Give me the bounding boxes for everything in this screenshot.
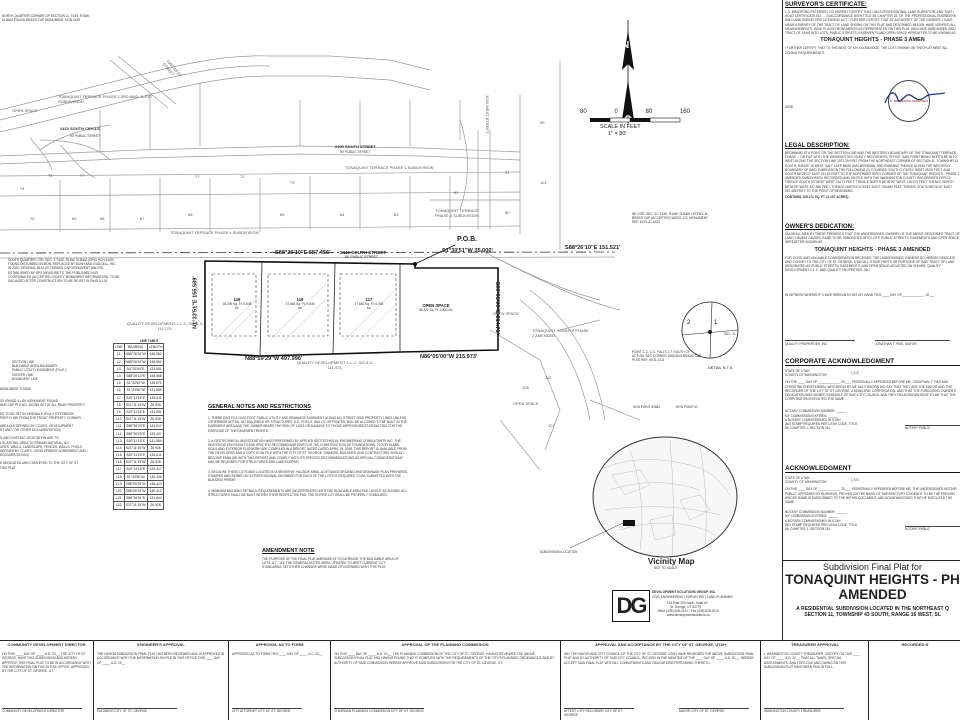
line-table-row bbox=[114, 387, 164, 394]
title-block: Subdivision Final Plat for TONAQUINT HEIGHTS - PH AMENDED A RESIDENTIAL SUBDIVISION LOCATED IN THE NORTHEAST Q SECTION 11, TOWNSHIP 43 SOUTH, RANGE 16 WEST, SL bbox=[785, 562, 960, 618]
line-table-grid bbox=[113, 343, 164, 509]
line-table-cell: L21 bbox=[114, 495, 125, 502]
line-table-cell: 26.926 bbox=[147, 502, 164, 509]
line-table-cell: L2 bbox=[114, 358, 125, 365]
line-table-cell: S20°11'15"E bbox=[124, 408, 147, 415]
line-table-cell: 146.562 bbox=[147, 358, 164, 365]
line-table-cell: S86°26'51"E bbox=[124, 495, 147, 502]
line-table-cell: 131.689 bbox=[147, 387, 164, 394]
scale-ratio: 1" = 80' bbox=[608, 131, 627, 137]
line-table-cell: S00°14'16"E bbox=[124, 466, 147, 473]
line-table-cell: S1°33'50"W bbox=[124, 380, 147, 387]
street-2400-label: 2400 SOUTH STREET bbox=[335, 144, 376, 149]
line-table-row bbox=[114, 372, 164, 379]
line-table-row bbox=[114, 430, 164, 437]
line-table-cell: N88°26'10"W bbox=[125, 359, 146, 364]
line-table-cell: 130.438 bbox=[147, 473, 164, 480]
line-table-cell: S21°11'15"W bbox=[125, 445, 146, 450]
surveyor-signature bbox=[880, 85, 950, 110]
bg-lot: 63 bbox=[394, 212, 399, 217]
line-table-cell: S21°11'15"W bbox=[125, 460, 146, 465]
line-table-cell: S88°59'29"W bbox=[125, 481, 146, 486]
line-table-cell: L13 bbox=[114, 437, 125, 444]
line-table-cell: 135.671 bbox=[147, 380, 164, 387]
line-table-cell: S20°11'15"E bbox=[124, 452, 147, 459]
line-table-row bbox=[114, 487, 164, 494]
line-table-cell: 26.926 bbox=[147, 416, 164, 423]
circle-2410-sub: 90' PUBLIC STREET bbox=[70, 134, 101, 138]
line-table-cell: L20 bbox=[114, 487, 125, 494]
line-table: LINE TABLE LINE BEARING LENGTH L1 N88°26'10"W 146.562 L2 N88°26'10"W 146.562 L3 N1°33'50"E 133.651 L4 S88°26'10"E 146.568 L5 S1°33'50"W 135.671 L6 S1°33'50"W 131.689 L7 S20°11'15"E 133.611 L8 S21°11'15"W 26.926 L9 S20°11'15"E 141.551 L10 S21°11'15"W 26.926 L11 S88°59'29"E 141.617 L12 S88°59'29"E 133.437 L13 S20°11'15"E 141.564 L14 S21°11'15"W 26.926 L15 S20°11'15"E 133.611 L16 S21°11'15"W 26.926 L17 S00°14'16"E 129.417 L18 S1°33'50"W 130.438 L19 S88°59'29"W 145.412 L20 S88°59'29"W 145.412 L21 S86°26'51"E 131.844 L22 S21°11'15"W 26.926 bbox=[113, 339, 185, 510]
company-block: DG DEVELOPMENT SOLUTIONS GROUP, INC. CIVIL ENGINEERING | SURVEYING | LAND PLANNING 113 East 200 North, Suite #2 St. George, UT 84770 Office (435) 628-2121 - Fax (435) 628-2014 www.developmentsolutions.co bbox=[612, 588, 767, 624]
line-table-header: LINE BEARING LENGTH bbox=[115, 345, 163, 350]
line-table-row bbox=[114, 502, 164, 509]
pob-label: P.O.B. bbox=[457, 236, 478, 243]
bg-lot: 65 bbox=[280, 212, 285, 217]
bearing-pob: S1°30'51"W 35.000' bbox=[442, 248, 493, 254]
approval-planning-commission: APPROVAL OF THE PLANNING COMMISSION ON THIS ____ DAY OF ____, A.D. 20__, THE PLANNING COMMISSION OF THE CITY OF ST. GEORGE, HAVING REVIEWED THE ABOVE SUBDIVISION FINAL PLAT AND HAVING FOUND THAT IT COMPLIES WITH THE REQUIREMENTS OF THE CITY'S PLANNING ORDINANCES, AND BY AUTHORITY OF SAID COMMISSION HEREBY APPROVE SAID SUBDIVISION FOR THE CITY OF ST. GEORGE, UT. CHAIRMAN PLANNING COMMISSION CITY OF ST. GEORGE bbox=[334, 642, 555, 713]
approval-divider bbox=[93, 640, 94, 720]
approval-recorded: RECORDED N bbox=[901, 642, 929, 647]
line-table-cell: L15 bbox=[114, 452, 125, 459]
line-table-cell: L5 bbox=[114, 380, 125, 387]
scale-text: SCALE IN FEET bbox=[600, 124, 641, 130]
line-table-cell: L22 bbox=[114, 502, 125, 509]
bg-lot: 59 bbox=[540, 120, 545, 125]
bg-lot: 67 bbox=[140, 216, 145, 221]
legal-description: LEGAL DESCRIPTION: BEGINNING AT A POINT ON THE SECTION LINE AND THE WESTERLY BOUNDARY OF THE TONAQUINT TERRACE - PHASE ... ON FILE WITH THE WASHINGTON COUNTY RECORDER'S OFFICE, SAID POINT BEING NORTH 88°26'10" WEST ALONG THE SECTION LINE 1572.29 FEET FROM THE NORTHEAST CORNER OF SECTION 11, TOWNSHIP 43 SOUTH, RANGE 16 WEST, SALT LAKE BASE AND MERIDIAN, AND RUNNING THENCE ALONG THE WESTERLY BOUNDARY OF SAID SUBDIVISION THE FOLLOWING (2) COURSES: SOUTH 01°30'51" WEST 35.00 FEET, AND SOUTH 88°26'10" EAST 151.52 FEET TO THE NORTHWESTERLY CORNER OF THE TONAQUINT HEIGHTS - PHASE 2 AMENDED SUBDIVISION, RECORDED AND ON FILE WITH THE WASHINGTON COUNTY RECORDER'S OFFICE; THENCE SOUTH 00°05'00" WEST 214.71 FEET; THENCE NORTH 86°05'00" WEST 215.973 FEET; THENCE NORTH 88°59'29" WEST 497.996 FEET; THENCE NORTH 01°33'51" EAST 155.589 FEET; THENCE SOUTH 88°26'10" EAST 557.456 FEET TO THE POINT OF BEGINNING. CONTAINS 139,171 SQ. FT. (3.197 ACRES) bbox=[785, 143, 960, 200]
bg-lot: 61 bbox=[505, 170, 510, 175]
line-table-cell: N88°26'10"W bbox=[125, 352, 146, 357]
north-letter: N bbox=[622, 40, 630, 51]
line-table-cell: L17 bbox=[114, 466, 125, 473]
company-logo: DG bbox=[612, 590, 650, 622]
bg-lot: 108 bbox=[522, 385, 529, 390]
lot-117: 117 17,662 Sq. Ft. 0.405 Ac. bbox=[354, 297, 384, 311]
bg-lot: 60 bbox=[505, 210, 510, 215]
line-table-cell: L1 bbox=[114, 351, 125, 358]
lot-118: 118 37,646 Sq. Ft. 0.639 Ac. bbox=[285, 297, 315, 311]
approval-engineer: ENGINEER'S APPROVAL THE HERON SUBDIVISION FINAL PLAT HAS BEEN REVIEWED AND IS APPROVED IN ACCORDANCE WITH THE INFORMATION ON FILE IN THIS OFFICE THIS ____ DAY OF ____, A.D. 20__ ENGINEER CITY OF ST. GEORGE bbox=[97, 642, 225, 713]
quality-dev-label-2: QUALITY DEVELOPMENT, L.L.C. SG-6-3-111-STL bbox=[296, 360, 374, 370]
street-2440-label: 2440 SOUTH STREET bbox=[340, 250, 387, 255]
bg-lot: 73 bbox=[290, 180, 295, 185]
line-table-cell: L19 bbox=[114, 480, 125, 487]
bearing-top: S88°26'10"E 557.456' bbox=[275, 250, 331, 256]
line-table-row bbox=[114, 358, 164, 365]
line-table-cell: L14 bbox=[114, 444, 125, 451]
bg-lot: 75 bbox=[48, 173, 53, 178]
line-table-cell: S88°59'29"E bbox=[124, 430, 147, 437]
line-table-cell: L11 bbox=[114, 423, 125, 430]
line-table-cell: 141.564 bbox=[147, 437, 164, 444]
line-table-cell: S21°11'15"W bbox=[125, 503, 146, 508]
line-table-cell: L16 bbox=[114, 459, 125, 466]
line-table-row bbox=[114, 394, 164, 401]
phase1-label: TONAQUINT TERRACE PHASE 1 SUBDIVISION bbox=[345, 165, 434, 170]
line-table-row bbox=[114, 437, 164, 444]
approval-treasurer: TREASURER APPROVAL I, WASHINGTON COUNTY TREASURER, CERTIFY ON THIS ____ DAY OF ____, A.D. 20__, THAT ALL TAXES, SPECIAL ASSESSMENTS, AND FEES DUE AND OWING ON THIS SUBDIVISION PLAT HAVE BEEN PAID IN FULL. WASHINGTON COUNTY TREASURER bbox=[764, 642, 861, 713]
line-table-cell: S88°26'10"E bbox=[124, 372, 147, 379]
subdivision-location-label: SUBDIVISION LOCATION bbox=[540, 550, 578, 554]
bg-lot: 112 bbox=[545, 375, 552, 380]
street-2400-sub: 90' PUBLIC STREET bbox=[340, 150, 371, 154]
bg-lot: 74 bbox=[20, 186, 25, 191]
line-table-row bbox=[114, 495, 164, 502]
scale-numbers: 80 0 80 160 bbox=[580, 109, 690, 115]
bg-lot: 69 bbox=[72, 216, 77, 221]
line-table-cell: 133.611 bbox=[147, 394, 164, 401]
line-table-cell: 133.437 bbox=[147, 430, 164, 437]
surveyor-certificate: SURVEYOR'S CERTIFICATE: I, D. BRADFORD PETERSEN, DO HEREBY CERTIFY THAT I AM A PROFESSIONAL LAND SURVEYOR, AND THAT I HOLD CERTIFICATE NO. ... IN ACCORDANCE WITH TITLE 58, CHAPTER 22, OF THE PROFESSIONAL ENGINEERS AND LAND SURVEYORS LICENSING ACT. I FURTHER CERTIFY THAT BY AUTHORITY OF THE OWNERS, I HAVE MADE A SURVEY OF THE TRACT OF LAND SHOWN ON THIS PLAT AND DESCRIBED BELOW, HAVE VERIFIED ALL MEASUREMENTS, HAVE PLACED MONUMENTS AS REPRESENTED ON THIS PLAT, AND HAVE SUBDIVIDED SAID TRACT OF LAND INTO LOTS, PUBLIC STREETS, EASEMENTS AND OPEN SPACE HEREAFTER TO BE KNOWN AS TONAQUINT HEIGHTS - PHASE 3 AMEN I FURTHER CERTIFY THAT TO THE BEST OF MY KNOWLEDGE, THE LOTS SHOWN ON THIS PLAT MEET ALL ZONING REQUIREMENTS. bbox=[785, 2, 956, 55]
north-quarter-corner-note: NORTH QUARTER CORNER OF SECTION 11, T43S, R16W, SLB&M FOUND BRASS CAP MONUMENT, HCN #155 bbox=[2, 14, 90, 23]
bg-lot: 72 bbox=[240, 174, 245, 179]
approval-divider bbox=[330, 640, 331, 720]
line-table-cell: L10 bbox=[114, 416, 125, 423]
line-table-cell: S20°11'15"E bbox=[124, 437, 147, 444]
line-table-cell: 26.926 bbox=[147, 444, 164, 451]
line-table-cell: 146.562 bbox=[147, 351, 164, 358]
owners-dedication: OWNER'S DEDICATION: KNOW ALL MEN BY THESE PRESENTS THAT THE UNDERSIGNED OWNERS OF THE ABOVE DESCRIBED TRACT OF LAND, HAVING CAUSED SAME TO BE SUBDIVIDED INTO LOTS, PUBLIC STREETS, EASEMENTS AND OPEN SPACE HEREAFTER KNOWN AS TONAQUINT HEIGHTS - PHASE 3 AMENDED FOR GOOD AND VALUABLE CONSIDERATION RECEIVED, THE UNDERSIGNED OWNERS DO HEREBY DEDICATE AND CONVEY TO THE CITY OF ST. GEORGE, UTAH ALL THOSE PARTS OR PORTIONS OF SAID TRACT OF LAND DESIGNATED AS PUBLIC STREETS, EASEMENTS, AND OPEN SPACE AS NOTED ON SHOWN. QUALITY DEVELOPMENT, L.L.C. AND QUALITY PROPERTIES, INC. IN WITNESS WHEREOF I HAVE HEREUNTO SET MY HAND THIS ____ DAY OF ____________, 20___. bbox=[785, 224, 960, 297]
line-table-cell: 131.844 bbox=[147, 495, 164, 502]
surveyor-date: DATE: bbox=[785, 105, 795, 109]
right-column-border bbox=[782, 0, 783, 640]
line-table-row bbox=[114, 401, 164, 408]
line-table-cell: 133.651 bbox=[147, 365, 164, 372]
general-notes: GENERAL NOTES AND RESTRICTIONS 1. THERE EXISTS A 10.00 FOOT PUBLIC UTILITY AND DRAINAGE EASEMENT ALONG ALL STREET SIDE PROPERTY LINES UNLESS OTHERWISE NOTED. NO BUILDINGS OR STRUCTURES, E.G. POOLS, WALLS, OR FENCES, WILL BE ALLOWED TO BE BUILT IN THE EASEMENT AREA AND THE OWNER BEARS THE RISK OF LOSS OR DAMAGE TO THOSE IMPROVEMENTS RESULTING FOR THE EXERCISE OF THE EASEMENT RIGHTS. 2. A GEOTECHNICAL INVESTIGATION WAS PERFORMED BY APPLIED GEOTECHNICAL ENGINEERING CONSULTANTS INC. THE INVESTIGATION RESULTS AND SPECIFIC RECOMMENDATIONS FOR THE CONSTRUCTION OF FOUNDATIONS, FLOOR SLABS, SOILS AND EXTERIOR FLATWORK ARE COMPILED IN A REPORT DATED DATED APRIL 19, 2018. THIS REPORT IS AVAILABLE FROM THE DEVELOPER AND A COPY IS ON FILE WITH THE CITY OF ST. GEORGE. OWNERS, BUILDERS, AND CONTRACTORS SHOULD BECOME FAMILIAR WITH THIS REPORT AND COMPLY WITH ITS SPECIFIC RECOMMENDATIONS AS SPECIAL CONSIDERATIONS MAY BE REQUIRED FOR STRUCTURES AND LANDSCAPING. 3. BECAUSE THESE LOTS ARE LOCATED IN A SENSITIVE HILLSIDE AREA, A DETAILED GRADING AND DRAINAGE PLAN PREPARED, STAMPED AND SIGNED BY A PROFESSIONAL ENGINEER FOR EACH OF THE LOTS IS REQUIRED TO BE SUBMITTED WITH THE BUILDING PERMIT. 4. MINIMUM BUILDING SETBACK REQUIREMENTS ARE INCORPORATED INTO THE BUILDABLE AREA PAD LAYOUT AS SHOWN. ALL STRUCTURES SHALL BE BUILT WITHIN THEIR RESPECTIVE PAD. THE ENTIRE LOT SHALL BE PROPERLY STABILIZED. bbox=[208, 404, 408, 497]
open-space-label-2: OPEN SPACE bbox=[493, 311, 519, 316]
street-2440-sub: 60' PUBLIC STREET bbox=[345, 255, 378, 259]
line-table-row bbox=[114, 351, 164, 358]
detail-sec: SEC. 11 bbox=[724, 332, 736, 336]
open-space-label-1: OPEN SPACE bbox=[12, 108, 38, 113]
bearing-left: N1°33'51"E 155.589' bbox=[192, 276, 199, 329]
approval-divider bbox=[228, 640, 229, 720]
open-space-lot: OPEN SPACE 36,222 Sq. Ft. 0.831 Ac. bbox=[418, 303, 454, 313]
line-table-cell: L18 bbox=[114, 473, 125, 480]
line-table-cell: 141.617 bbox=[147, 423, 164, 430]
phase2-label: TONAQUINT TERRACE PHASE 2 3RD AMD. & EXT SUBDIVISION bbox=[58, 94, 153, 104]
line-table-row bbox=[114, 473, 164, 480]
vicinity-title: Vicinity Map bbox=[648, 557, 695, 566]
bg-lot: 66 bbox=[188, 212, 193, 217]
hcn-point-1: HCN POINT #1 bbox=[676, 405, 698, 409]
line-table-cell: S1°33'50"W bbox=[124, 473, 147, 480]
phase4-label: TONAQUINT TERRACE PHASE 4 SUBDIVISION bbox=[170, 230, 259, 235]
line-table-cell: L12 bbox=[114, 430, 125, 437]
detail-num-2: 2 bbox=[687, 320, 691, 326]
line-table-row bbox=[114, 365, 164, 372]
amendment-note: AMENDMENT NOTE THE PURPOSE OF THE FINAL PLAT AMENDED IS TO INCREASE THE BUILDABLE AREA OF LOTS 117 - 119. THE GENERAL NOTES WERE UPDATED TO MEET CURRENT CITY STANDARDS. NO OTHER CHANGES WERE MADE OF INTENDED WITH THIS PLAT. bbox=[262, 548, 399, 570]
line-table-row bbox=[114, 423, 164, 430]
quality-dev-label-1: QUALITY DEVELOPMENT, L.L.C. SG-6-3-111-STL bbox=[126, 321, 204, 331]
vicinity-sub: NOT TO SCALE bbox=[654, 566, 678, 570]
line-table-cell: S20°11'15"E bbox=[124, 394, 147, 401]
point-c-note: POINT C.C. C.C. FALLS 2.7' SOUTH OF ACTUAL SEC CORNER 1965 BLM BRASS CAP PLSS REF: #V21-41-8 bbox=[632, 350, 702, 363]
circle-2410-label: 2410 SOUTH CIRCLE bbox=[60, 126, 101, 131]
street-1040-label: 1040 WEST STREET bbox=[161, 58, 184, 78]
hcn-point-1881: HCN POINT #1881 bbox=[633, 405, 661, 409]
line-table-row bbox=[114, 408, 164, 415]
line-table-cell: L9 bbox=[114, 408, 125, 415]
bearing-bottom: N88°59'29"W 497.996' bbox=[245, 356, 303, 362]
ne-corner-note: NE COR. SEC. 11, T43S, R16W, SLB&M 1973 B.L.M. BRASS CAP (ACCEPTED) WASH. CO. MONUMENT REF. #V21-41-1622 bbox=[632, 212, 709, 225]
line-table-cell: 145.412 bbox=[147, 480, 164, 487]
approval-divider bbox=[760, 640, 761, 720]
line-table-cell: S88°59'29"W bbox=[125, 489, 146, 494]
line-table-cell: 146.568 bbox=[147, 372, 164, 379]
detail-label: DETAIL N.T.S. bbox=[708, 365, 734, 370]
bg-lot: 62 bbox=[454, 190, 459, 195]
bg-lot: 70 bbox=[30, 216, 35, 221]
line-table-cell: L8 bbox=[114, 401, 125, 408]
bearing-right: S00°05'00"E 214.71' bbox=[493, 281, 500, 334]
line-table-row bbox=[114, 480, 164, 487]
bg-lot: 71 bbox=[195, 174, 200, 179]
bg-lot: 107 bbox=[548, 423, 555, 428]
line-table-cell: 129.417 bbox=[147, 466, 164, 473]
line-table-cell: 26.926 bbox=[147, 401, 164, 408]
owner-sig-line-1 bbox=[785, 340, 855, 341]
surveyor-seal: D. BRADFORD PETERSEN bbox=[888, 80, 930, 122]
approval-divider bbox=[560, 640, 561, 720]
south-quarter-corner-note: SOUTH QUARTER COR. SEC. 2 T43S, R16W, SLB&M (ORIG HCN #190) FOUND DISTURBED IN MON. REPLACED BY BUSH AND GUDGELL, INC. IN 2020. ORIGINAL BLM 1972 BRASS CAP MONUMENT AND RE-ESTABLISHED BY GPS MEASURE TO THE PUBLISHED NGS COORDINATES (ACCEPTED COUNTY MONUMENT INFORMATION). TO BE SALVAGED AFTER CONSTRUCTION TO BE RE-SET IN RING & LID bbox=[8, 258, 120, 284]
line-table-cell: 141.551 bbox=[147, 408, 164, 415]
bg-lot: 68 bbox=[100, 216, 105, 221]
approval-community-dev: COMMUNITY DEVELOPMENT DIRECTOR ON THIS ____ DAY OF ____, A.D. 20__, THE CITY OF ST. GEORGE, HAVE THIS SUBDIVISION AND HEREBY APPROVE THIS FINAL PLAT TO BE IN ACCORDANCE WITH THE INFORMATION ON FILE IN THIS OFFICE. APPROVED BY THE CITY OF ST. GEORGE, UT. COMMUNITY DEVELOPMENT DIRECTOR bbox=[2, 642, 91, 713]
heights-phase2-label: TONAQUINT HEIGHTS PHASE 2 AMENDED bbox=[532, 328, 589, 338]
approval-city-acceptance: APPROVAL AND ACCEPTANCE BY THE CITY OF ST. GEORGE, UTAH WE, THE MAYOR AND CITY COUNCIL OF THE CITY OF ST. GEORGE, UTAH HAVE REVIEWED THE ABOVE SUBDIVISION FINAL PLAT AND BY AUTHORITY OF SAID CITY COUNCIL, RECORD IN THE MINUTES OF THE ____ DAY OF ____, A.D. 20__, HEREBY ACCEPT SAID FINAL PLAT WITH ALL COMMITMENTS AND OBLIGATIONS PERTAINING THERETO. ATTEST: CITY RECORDER CITY OF ST. GEORGE MAYOR CITY OF ST. GEORGE bbox=[564, 642, 755, 718]
phase3-label: TONAQUINT TERRACE PHASE 3 SUBDIVISION bbox=[435, 208, 479, 218]
legend: SECTION LINE BUILDABLE AREA BOUNDARY PUBLIC UTILITY EASEMENT (P.U.E.) CENTER LINE BOUNDARY LINE MONUMENT FOUND SS (RINGS & LID) MONUMENT FOUND AND CAP PLS NO. 362255 SET AT ALL REAR PROPERTY ES TO BE SET IN SIDEWALK ON A 2' EXTENSION PERTY LINE FROM THE FRONT PROPERTY CORNER AREA (AS DEFINED BY CC&R'S, DEVELOPMENT NT AND / OR OTHER DOCUMENTATION) S AND EXISTING VEGETATION ARE TO LOCATIONS, AREA TO REMAIN NATURAL, NO URES, WALLS, LANDSCAPE, FENCES, WALLS, POOLS DEFINED BY CC&R'S, DEVELOPMENT AGREEMENT AND / DOCUMENTATION) E DEDICATED AND CONVEYED TO THE CITY OF ST. THIS PLAT bbox=[0, 360, 88, 470]
line-table-cell: L3 bbox=[114, 365, 125, 372]
line-table-cell: S21°11'15"W bbox=[125, 402, 146, 407]
line-table-row bbox=[114, 466, 164, 473]
line-table-cell: S21°11'15"W bbox=[125, 417, 146, 422]
approval-form: APPROVAL AS TO FORM APPROVED AS TO FORM THIS ____ DAY OF ____, A.D. 20__ CITY ATTORNEY CITY OF ST. GEORGE bbox=[232, 642, 323, 713]
owner-sig-label-2: JONATHAN T. PIKE, MAYOR bbox=[875, 342, 917, 346]
line-table-cell: 145.412 bbox=[147, 487, 164, 494]
bg-lot: 113 bbox=[540, 180, 547, 185]
owner-sig-label-1: QUALITY PROPERTIES, INC. bbox=[785, 342, 829, 346]
line-table-row bbox=[114, 444, 164, 451]
lot-119: 119 28,209 Sq. Ft. 0.648 Ac. bbox=[222, 297, 252, 311]
line-table-row bbox=[114, 416, 164, 423]
bearing-top2: S88°26'10"E 151.521' bbox=[565, 245, 621, 251]
bg-lot: 64 bbox=[340, 212, 345, 217]
approval-divider bbox=[868, 640, 869, 720]
detail-num-1: 1 bbox=[714, 320, 718, 326]
bearing-bottom2: N86°05'00"W 215.973' bbox=[420, 354, 478, 360]
line-table-row bbox=[114, 459, 164, 466]
acknowledgment: ACKNOWLEDGMENT STATE OF UTAH COUNTY OF WASHINGTON } S.S. ON THE ____ DAY OF ____________, 20___, PERSONALLY APPEARED BEFORE ME, THE UNDERSIGNED NOTARY PUBLIC, APPEARED BY BURGESS, PROVED ON THE BASIS OF SATISFACTORY EVIDENCE TO BE THE PERSON WHOSE NAME IS SUBSCRIBED TO THE WITHIN DOCUMENT, AND ACKNOWLEDGED THAT HE EXECUTED THE SAME. NOTARY COMMISSION NUMBER: ______ MY COMMISSION EXPIRES: ______ A NOTARY COMMISSIONED IN UTAH (NO STAMP REQUIRED PER UTAH CODE, TITLE 46, CHAPTER 1, SECTION 16) NOTARY PUBLIC bbox=[785, 465, 960, 531]
line-table-cell: S1°33'50"W bbox=[124, 387, 147, 394]
corporate-acknowledgment: CORPORATE ACKNOWLEDGMENT STATE OF UTAH COUNTY OF WASHINGTON } S.S. ON THE ____ DAY OF ____________, 20___, PERSONALLY APPEARED BEFORE ME, JONATHAN T. PIKE AND CHRISTINA CHRISTENSEN, WHO BEING BY ME DULY SWORN DID SAY THAT THEY ARE THE MAYOR AND THE RECORDER OF THE CITY OF ST. GEORGE, A MUNICIPAL CORPORATION, AND THAT THE FOREGOING OWNER'S DEDICATION WAS SIGNED IN BEHALF OF SAID CITY COUNCIL AND THEY DID ACKNOWLEDGE TO ME THAT THE CORPORATION EXECUTED THE SAME. NOTARY COMMISSION NUMBER: ______ MY COMMISSION EXPIRES: ______ A NOTARY COMMISSIONED IN UTAH (NO STAMP REQUIRED PER UTAH CODE, TITLE 46, CHAPTER 1, SECTION 16) NOTARY PUBLIC bbox=[785, 358, 960, 431]
line-table-row bbox=[114, 452, 164, 459]
owner-sig-line-2 bbox=[875, 340, 950, 341]
line-table-cell: L7 bbox=[114, 394, 125, 401]
open-space-label-3: OPEN SPACE bbox=[513, 401, 539, 406]
line-table-cell: N1°33'50"E bbox=[124, 365, 147, 372]
line-table-cell: L6 bbox=[114, 387, 125, 394]
approval-strip-top bbox=[0, 640, 960, 641]
line-table-row bbox=[114, 380, 164, 387]
line-table-cell: S88°59'29"E bbox=[124, 423, 147, 430]
line-table-cell: 26.926 bbox=[147, 459, 164, 466]
title-block-divider bbox=[782, 560, 960, 561]
line-table-cell: 133.611 bbox=[147, 452, 164, 459]
line-table-cell: L4 bbox=[114, 372, 125, 379]
bg-lot: 77 bbox=[80, 173, 85, 178]
street-1030-label: 1030 WEST STREET bbox=[485, 95, 490, 134]
